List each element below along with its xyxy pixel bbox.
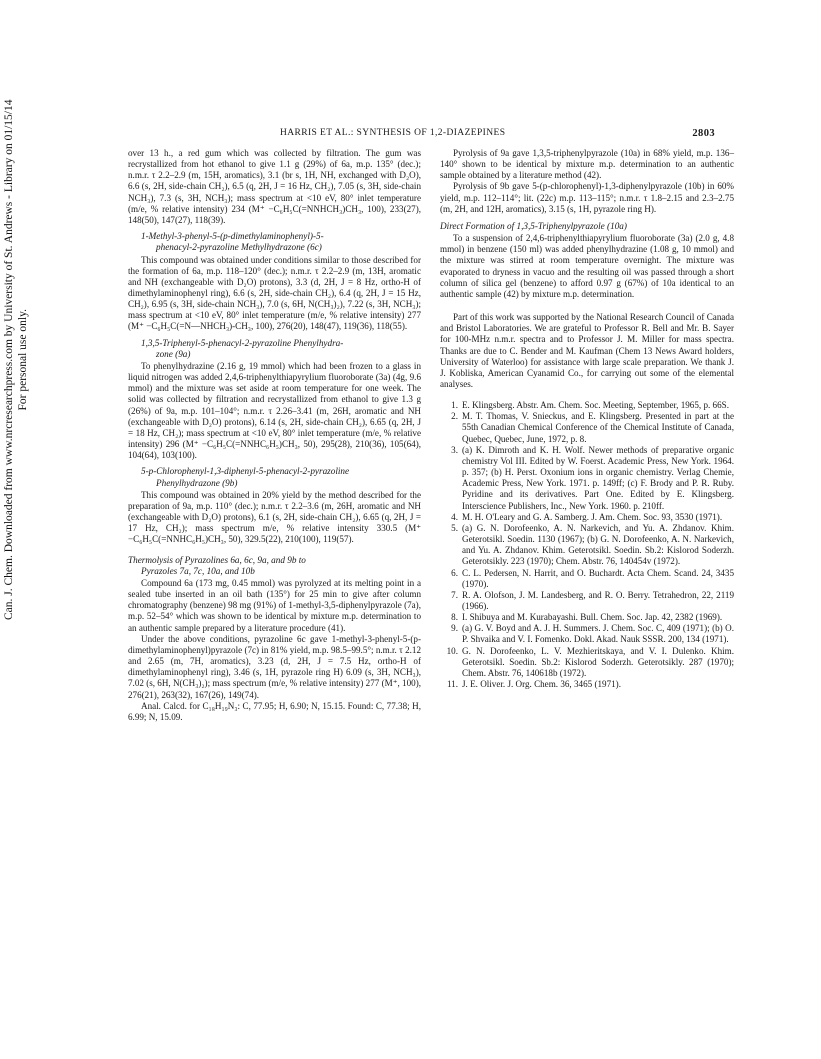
paragraph: over 13 h., a red gum which was collected by filtration. The gum was recrystallized from hot ethanol to give 1.1 g (29%) of 6a, m.p. 135° (dec.); n.m.r. τ 2.2–2.9 (m, 15H, aromatics), 3.1 (br s, 1H, NH, exchanged with D₂O), 6.6 (s, 2H, side-chain CH₂), 6.5 (q, 2H, J = 16 Hz, CH₂), 7.05 (s, 3H, side-chain NCH₃), 7.3 (s, 3H, NCH₃); mass spectrum at <10 eV, 80° inlet temperature (m/e, % relative intensity) 234 (M⁺ −C₆H₅C(=NNHCH₃)CH₃, 100), 233(27), 148(50), 147(27), 118(39). xyxy=(128,148,421,225)
reference-text: J. E. Oliver. J. Org. Chem. 36, 3465 (1971). xyxy=(462,679,621,690)
reference-number: 7. xyxy=(451,589,458,600)
reference-item xyxy=(440,523,734,568)
paragraph: This compound was obtained in 20% yield by the method described for the preparation of 9a, m.p. 110° (dec.); n.m.r. τ 2.2–3.6 (m, 26H, aromatic and NH (exchangeable with D₂O) protons), 6.1 (s, 2H, side-chain CH₂), 6.65 (q, 2H, J = 17 Hz, CH₂); mass spectrum m/e, % relative intensity 330.5 (M⁺ −C₆H₅C(=NNHC₆H₅)CH₃, 50), 329.5(22), 210(100), 119(57). xyxy=(128,489,421,545)
heading-line: Phenylhydrazone (9b) xyxy=(156,477,238,488)
heading-line: 1,3,5-Triphenyl-5-phenacyl-2-pyrazoline Phenylhydra- xyxy=(141,337,344,348)
reference-text: M. H. O'Leary and G. A. Samberg. J. Am. Chem. Soc. 93, 3530 (1971). xyxy=(462,511,723,522)
section-heading xyxy=(128,466,421,488)
reference-text: I. Shibuya and M. Kurabayashi. Bull. Chem. Soc. Jap. 42, 2382 (1969). xyxy=(462,612,723,623)
reference-number: 8. xyxy=(451,612,458,623)
reference-number: 6. xyxy=(451,567,458,578)
section-heading xyxy=(128,231,421,253)
heading-line: phenacyl-2-pyrazoline Methylhydrazone (6c) xyxy=(156,242,322,253)
paragraph: Anal. Calcd. for C₁₈H₁₉N₃: C, 77.95; H, 6.90; N, 15.15. Found: C, 77.38; H, 6.99; N, 15.09. xyxy=(128,700,421,722)
reference-item xyxy=(440,646,734,679)
reference-number: 9. xyxy=(451,623,458,634)
right-column xyxy=(440,148,734,690)
watermark-line-1: Can. J. Chem. Downloaded from www.nrcresearchpress.com by University of St. Andrews - Library on 01/15/14 xyxy=(3,99,15,620)
reference-item xyxy=(440,445,734,512)
reference-number: 11. xyxy=(446,679,458,690)
reference-item xyxy=(440,590,734,612)
acknowledgments: Part of this work was supported by the National Research Council of Canada and Bristol Laboratories. We are grateful to Professor R. Bell and Mr. B. Sayer for 100-MHz n.m.r. spectra and to Professor J. M. Miller for mass spectra. Thanks are due to C. Bender and M. Kaufman (Chem 13 News Award holders, University of Waterloo) for assistance with large scale preparation. We thank J. J. Kobliska, American Cyanamid Co., for carrying out some of the elemental analyses. xyxy=(440,312,734,390)
reference-text: (a) G. V. Boyd and A. J. H. Summers. J. Chem. Soc. C, 409 (1971); (b) O. P. Shvaika and V. I. Fomenko. Dokl. Akad. Nauk SSSR. 200, 134 (1971). xyxy=(462,623,734,645)
reference-item xyxy=(440,679,734,690)
reference-number: 5. xyxy=(451,522,458,533)
reference-text: (a) G. N. Dorofeenko, A. N. Narkevich, and Yu. A. Zhdanov. Khim. Geterotsikl. Soedin. 1130 (1967); (b) G. N. Dorofeenko, A. N. Narkevich, and Yu. A. Zhdanov. Khim. Geterotsikl. Soedin. Sb.2: Kislorod Soderzh. Geterotsikly. 223 (1970); Chem. Abstr. 76, 140454v (1972). xyxy=(462,522,734,567)
watermark-line-2: For personal use only. xyxy=(16,309,29,411)
running-header xyxy=(150,128,715,142)
left-column xyxy=(128,148,421,723)
section-heading xyxy=(440,221,734,232)
watermark-text xyxy=(3,100,30,620)
heading-line: 1-Methyl-3-phenyl-5-(p-dimethylaminophenyl)-5- xyxy=(141,231,324,242)
reference-text: R. A. Olofson, J. M. Landesberg, and R. O. Berry. Tetrahedron, 22, 2119 (1966). xyxy=(462,589,734,611)
reference-number: 4. xyxy=(451,511,458,522)
reference-item xyxy=(440,400,734,411)
reference-item xyxy=(440,568,734,590)
heading-line: zone (9a) xyxy=(156,348,191,359)
section-heading xyxy=(128,338,421,360)
reference-text: C. L. Pedersen, N. Harrit, and O. Buchardt. Acta Chem. Scand. 24, 3435 (1970). xyxy=(462,567,734,589)
heading-line: 5-p-Chlorophenyl-1,3-diphenyl-5-phenacyl-2-pyrazoline xyxy=(141,466,350,477)
reference-text: (a) K. Dimroth and K. H. Wolf. Newer methods of preparative organic chemistry Vol III. Edited by W. Foerst. Academic Press, New York. 1964. p. 357; (b) H. Perst. Oxonium ions in organic chemistry. Verlag Chemie, Academic Press, New York. 1971. p. 149ff; (c) F. Brody and P. R. Ruby. Pyridine and its derivatives. Part One. Edited by E. Klingsberg. Interscience Publishers, Inc., New York. 1960. p. 210ff. xyxy=(462,444,734,511)
reference-text: E. Klingsberg. Abstr. Am. Chem. Soc. Meeting, September, 1965, p. 66S. xyxy=(462,400,729,411)
paragraph: Pyrolysis of 9a gave 1,3,5-triphenylpyrazole (10a) in 68% yield, m.p. 136–140° shown to be identical by mixture m.p. determination to an authentic sample obtained by a literature method (42). xyxy=(440,148,734,181)
paragraph: Compound 6a (173 mg, 0.45 mmol) was pyrolyzed at its melting point in a sealed tube inserted in an oil bath (135°) for 25 min to give after column chromatography (benzene) 98 mg (91%) of 1-methyl-3,5-diphenylpyrazole (7a), m.p. 52–54° which was shown to be identical by mixture m.p. determination to an authentic sample prepared by a literature procedure (41). xyxy=(128,578,421,633)
reference-text: G. N. Dorofeenko, L. V. Mezhieritskaya, and V. I. Dulenko. Khim. Geterotsikl. Soedin. Sb.2: Kislorod Soderzh. Geterotsikly. 287 (1970); Chem. Abstr. 76, 140618b (1972). xyxy=(462,645,734,678)
section-heading xyxy=(128,555,421,577)
paragraph: To phenylhydrazine (2.16 g, 19 mmol) which had been frozen to a glass in liquid nitrogen was added 2,4,6-triphenylthiapyrylium fluoroborate (3a) (4g, 9.6 mmol) and the mixture was set aside at room temperature for one week. The solid was collected by filtration and recrystallized from ethanol to give 1.3 g (26%) of 9a, m.p. 101–104°; n.m.r. τ 2.26–3.41 (m, 26H, aromatic and NH (exchangeable with D₂O) protons), 6.14 (s, 2H, side-chain CH₂), 6.65 (q, 2H, J = 18 Hz, CH₂); mass spectrum at <10 eV, 80° inlet temperature (m/e, % relative intensity) 296 (M⁺ −C₆H₅C(=NNHC₆H₅)CH₃, 50), 295(28), 210(36), 105(64), 104(64), 103(100). xyxy=(128,361,421,461)
heading-line: Direct Formation of 1,3,5-Triphenylpyrazole (10a) xyxy=(440,220,627,231)
heading-line: Pyrazoles 7a, 7c, 10a, and 10b xyxy=(141,565,255,576)
page-number: 2803 xyxy=(692,128,715,139)
paragraph: To a suspension of 2,4,6-triphenylthiapyrylium fluoroborate (3a) (2.0 g, 4.8 mmol) in benzene (150 ml) was added phenylhydrazine (1.08 g, 10 mmol) and the mixture was stirred at room temperature overnight. The mixture was evaporated to dryness in vacuo and the resulting oil was passed through a short column of silica gel (benzene) to afford 0.97 g (67%) of 10a identical to an authentic sample (42) by mixture m.p. determination. xyxy=(440,233,734,299)
reference-number: 1. xyxy=(451,400,458,411)
reference-item xyxy=(440,612,734,623)
reference-item xyxy=(440,411,734,444)
running-title: HARRIS ET AL.: SYNTHESIS OF 1,2-DIAZEPINES xyxy=(280,128,506,138)
heading-line: Thermolysis of Pyrazolines 6a, 6c, 9a, and 9b to xyxy=(128,554,306,565)
reference-text: M. T. Thomas, V. Snieckus, and E. Klingsberg. Presented in part at the 55th Canadian Chemical Conference of the Chemical Institute of Canada, Quebec, Quebec, June, 1972, p. 8. xyxy=(462,411,734,444)
reference-item xyxy=(440,512,734,523)
paragraph: Under the above conditions, pyrazoline 6c gave 1-methyl-3-phenyl-5-(p-dimethylaminophenyl)pyrazole (7c) in 81% yield, m.p. 98.5–99.5°; n.m.r. τ 2.12 and 2.65 (m, 7H, aromatics), 3.23 (d, 2H, J = 7.5 Hz, ortho-H of dimethylaminophenyl ring), 3.46 (s, 1H, pyrazole ring H) 6.09 (s, 3H, NCH₃), 7.02 (s, 6H, N(CH₃)₂); mass spectrum (m/e, % relative intensity) 277 (M⁺, 100), 276(21), 263(32), 167(26), 149(74). xyxy=(128,633,421,700)
reference-number: 2. xyxy=(451,411,458,422)
reference-number: 3. xyxy=(451,444,458,455)
reference-item xyxy=(440,623,734,645)
paragraph: This compound was obtained under conditions similar to those described for the formation of 6a, m.p. 118–120° (dec.); n.m.r. τ 2.2–2.9 (m, 13H, aromatic and NH (exchangeable with D₂O) protons), 3.3 (d, 2H, J = 8 Hz, ortho-H of dimethylaminophenyl ring), 6.6 (s, 2H, side-chain CH₂), 6.4 (q, 2H, J = 15 Hz, CH₂), 6.95 (s, 3H, side-chain NCH₃), 7.0 (s, 6H, N(CH₃)₂), 7.22 (s, 3H, NCH₃); mass spectrum at <10 eV, 80° inlet temperature (m/e, % relative intensity) 277 (M⁺ −C₆H₅C(=N—NHCH₃)-CH₃, 100), 276(20), 148(47), 119(36), 118(55). xyxy=(128,254,421,332)
paragraph: Pyrolysis of 9b gave 5-(p-chlorophenyl)-1,3-diphenylpyrazole (10b) in 60% yield, m.p. 112–114°; lit. (22c) m.p. 113–115°; n.m.r. τ 1.8–2.15 and 2.3–2.75 (m, 2H, and 12H, aromatics), 3.15 (s, 1H, pyrazole ring H). xyxy=(440,181,734,214)
reference-list xyxy=(440,400,734,690)
reference-number: 10. xyxy=(446,645,458,656)
